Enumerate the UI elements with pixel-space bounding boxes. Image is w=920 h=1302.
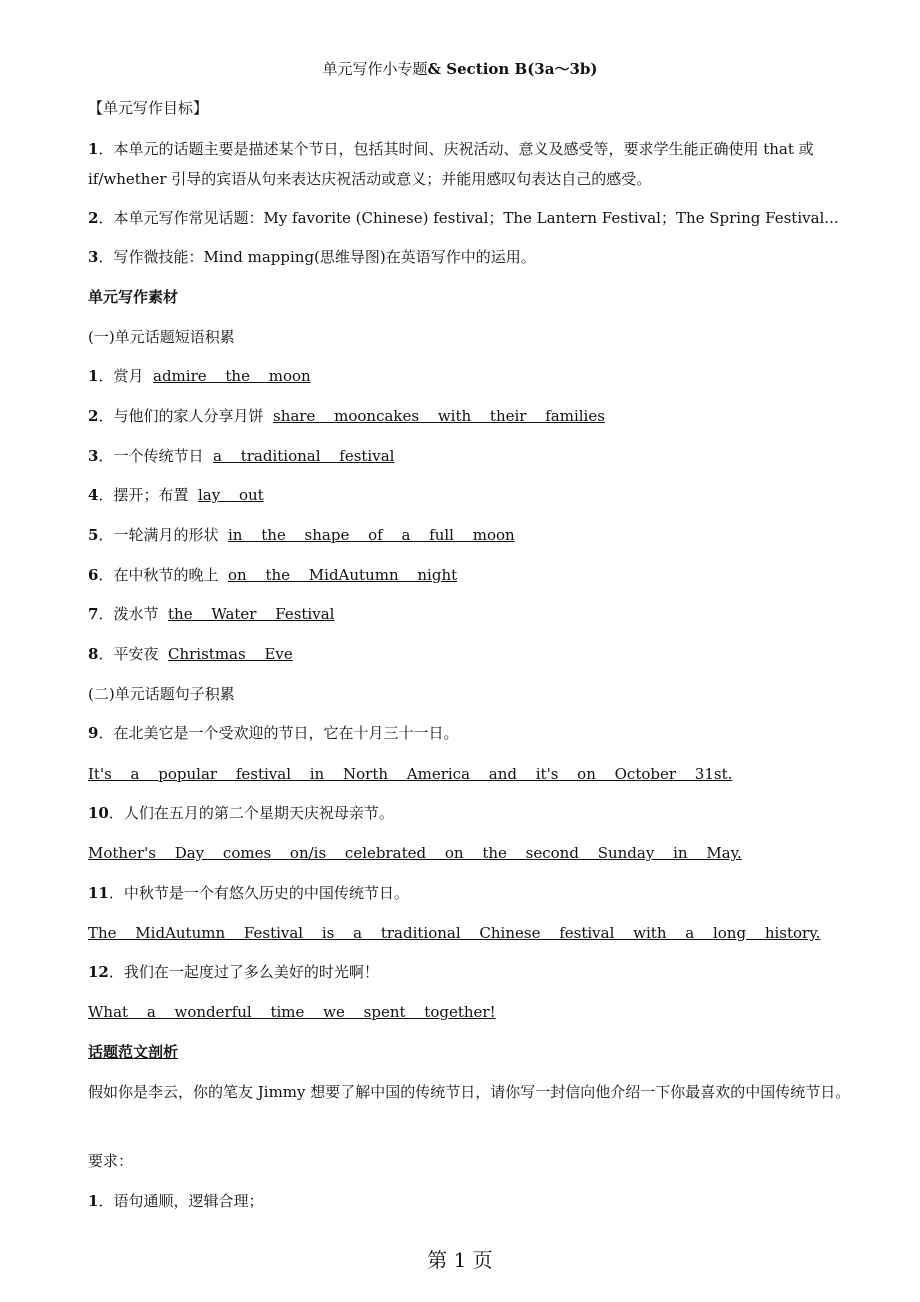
title-english: & Section B(3a～3b) xyxy=(427,60,598,78)
goal-number: 3 xyxy=(88,248,99,266)
page-number: 第 1 页 xyxy=(427,1248,493,1272)
item-number: 10 xyxy=(88,804,109,822)
phrase-chinese: ．泼水节 xyxy=(98,605,159,623)
item-number: 12 xyxy=(88,963,109,981)
title-chinese: 单元写作小专题 xyxy=(322,60,428,78)
requirement-item-1 xyxy=(88,1187,864,1215)
sentence-item-9 xyxy=(88,719,864,747)
phrase-chinese: ．平安夜 xyxy=(98,645,159,663)
sentence-answer-9 xyxy=(88,760,864,788)
sentence-item-12 xyxy=(88,958,864,986)
phrase-answer: share mooncakes with their families xyxy=(273,407,605,425)
goal-item-1 xyxy=(88,134,864,194)
goal-heading: 【单元写作目标】 xyxy=(88,99,209,117)
material-heading: 单元写作素材 xyxy=(88,288,179,306)
phrase-chinese: ．赏月 xyxy=(98,367,144,385)
phrase-answer: lay out xyxy=(198,486,264,504)
phrase-answer: Christmas Eve xyxy=(168,645,293,663)
page-title xyxy=(0,55,920,83)
sentence-item-11 xyxy=(88,879,864,907)
phrase-answer: the Water Festival xyxy=(168,605,335,623)
phrase-chinese: ．摆开；布置 xyxy=(98,486,189,504)
phrase-chinese: ．与他们的家人分享月饼 xyxy=(98,407,264,425)
item-number: 9 xyxy=(88,724,99,742)
item-number: 3 xyxy=(88,447,99,465)
phrase-answer: in the shape of a full moon xyxy=(228,526,515,544)
goal-text: ．写作微技能：Mind mapping(思维导图)在英语写作中的运用。 xyxy=(98,248,536,266)
item-number: 4 xyxy=(88,486,99,504)
goal-number: 1 xyxy=(88,140,99,158)
item-number: 8 xyxy=(88,645,99,663)
sentence-answer-10 xyxy=(88,839,864,867)
item-number: 1 xyxy=(88,367,99,385)
phrase-item-6 xyxy=(88,561,864,589)
sentence-answer: It's a popular festival in North America and it's on October 31st. xyxy=(88,765,733,783)
goal-item-3 xyxy=(88,243,864,271)
sentence-chinese: ．在北美它是一个受欢迎的节日，它在十月三十一日。 xyxy=(98,724,459,742)
sentence-answer: The MidAutumn Festival is a traditional Chinese festival with a long history. xyxy=(88,924,821,942)
item-number: 2 xyxy=(88,407,99,425)
phrase-item-8 xyxy=(88,640,864,668)
requirements-heading: 要求： xyxy=(88,1152,134,1170)
sentence-answer-12 xyxy=(88,998,864,1026)
phrase-answer: admire the moon xyxy=(153,367,311,385)
phrase-item-4 xyxy=(88,481,864,509)
sentence-chinese: ．人们在五月的第二个星期天庆祝母亲节。 xyxy=(108,804,394,822)
sample-heading-text: 话题范文剖析 xyxy=(88,1043,179,1061)
phrase-item-2 xyxy=(88,402,864,430)
sentence-item-10 xyxy=(88,799,864,827)
phrase-item-1 xyxy=(88,362,864,390)
phrase-answer: a traditional festival xyxy=(213,447,395,465)
item-number: 5 xyxy=(88,526,99,544)
goal-text: ．本单元的话题主要是描述某个节日，包括其时间、庆祝活动、意义及感受等，要求学生能正确使用 that 或 if/whether 引导的宾语从句来表达庆祝活动或意义；并能用感叹句表达自己的感受。 xyxy=(88,140,814,188)
sentence-answer-11 xyxy=(88,919,864,947)
phrase-chinese: ．一个传统节日 xyxy=(98,447,204,465)
sentence-heading: (二)单元话题句子积累 xyxy=(88,685,235,703)
item-number: 7 xyxy=(88,605,99,623)
phrase-answer: on the MidAutumn night xyxy=(228,566,458,584)
phrase-item-7 xyxy=(88,600,864,628)
phrase-chinese: ．在中秋节的晚上 xyxy=(98,566,219,584)
phrase-chinese: ．一轮满月的形状 xyxy=(98,526,219,544)
item-number: 11 xyxy=(88,884,109,902)
sentence-answer: What a wonderful time we spent together! xyxy=(88,1003,496,1021)
item-number: 6 xyxy=(88,566,99,584)
writing-prompt: 假如你是李云，你的笔友 Jimmy 想要了解中国的传统节日，请你写一封信向他介绍一下你最喜欢的中国传统节日。 xyxy=(88,1083,851,1101)
phrase-item-5 xyxy=(88,521,864,549)
goal-text: ．本单元写作常见话题：My favorite (Chinese) festival；The Lantern Festival；The Spring Festival... xyxy=(98,209,839,227)
sentence-answer: Mother's Day comes on/is celebrated on the second Sunday in May. xyxy=(88,844,742,862)
sentence-chinese: ．我们在一起度过了多么美好的时光啊！ xyxy=(108,963,379,981)
item-number: 1 xyxy=(88,1192,99,1210)
goal-number: 2 xyxy=(88,209,99,227)
phrase-item-3 xyxy=(88,442,864,470)
sample-heading xyxy=(88,1038,864,1066)
phrase-heading: (一)单元话题短语积累 xyxy=(88,328,235,346)
sentence-chinese: ．中秋节是一个有悠久历史的中国传统节日。 xyxy=(108,884,409,902)
requirement-text: ．语句通顺，逻辑合理； xyxy=(98,1192,264,1210)
goal-item-2 xyxy=(88,204,864,232)
